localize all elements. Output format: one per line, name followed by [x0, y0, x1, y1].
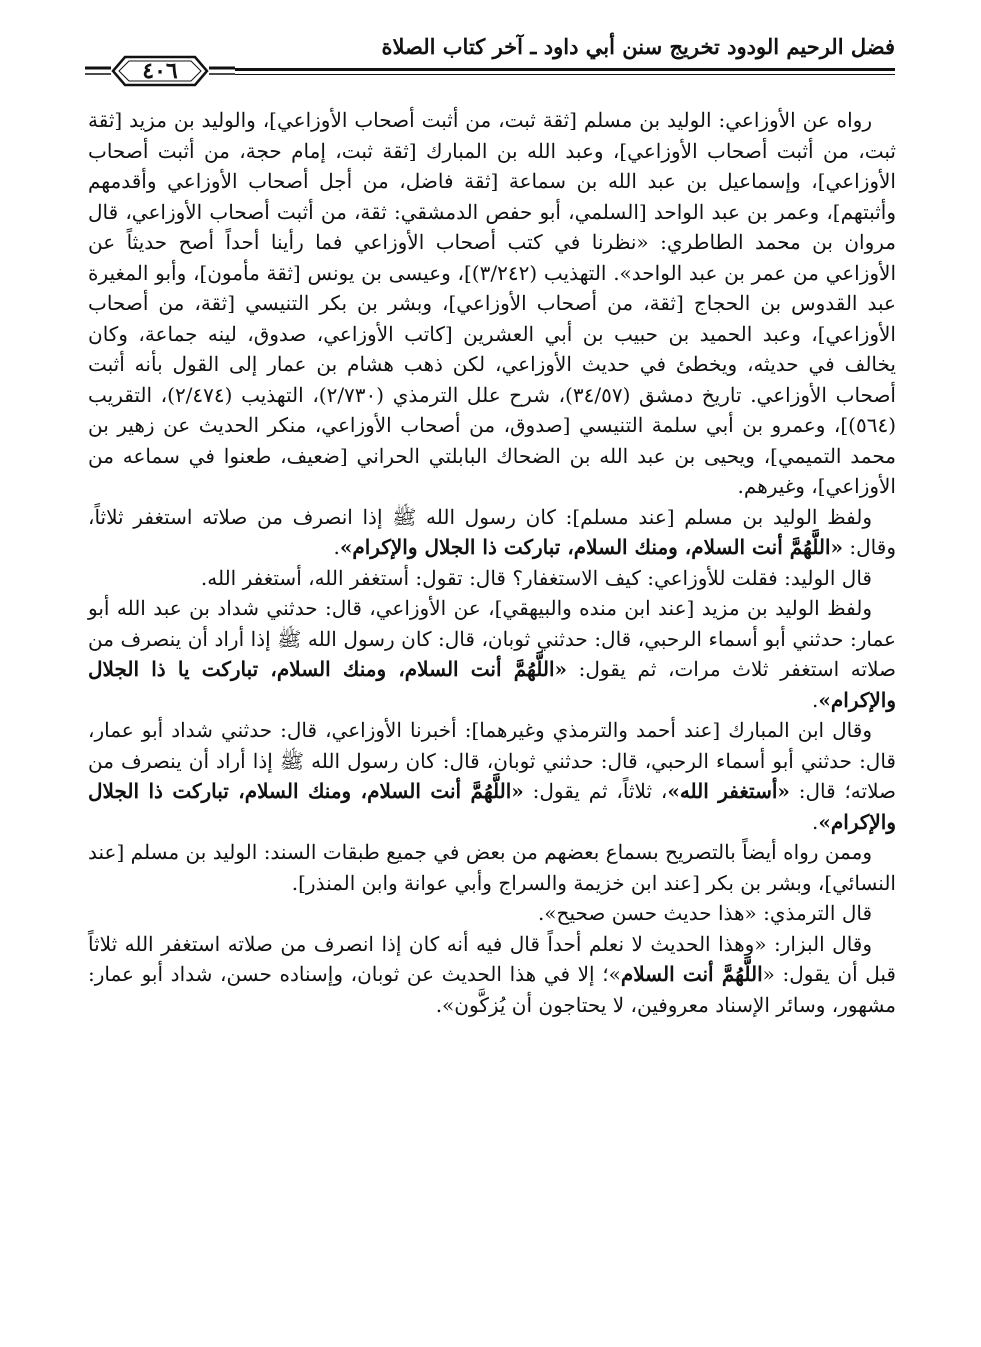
paragraph-text: قال الوليد: فقلت للأوزاعي: كيف الاستغفار؟ قال: تقول: أستغفر الله، أستغفر الله. — [200, 565, 872, 590]
paragraph-text: وقال ابن المبارك [عند أحمد والترمذي وغيرهما]: أخبرنا الأوزاعي، قال: حدثني شداد أبو عمار، قال: حدثني أبو أسماء الرحبي، قال: حدثني ثوبان، قال: كان رسول الله ﷺ إذا أراد أن ينصرف من صلاته؛ قال: — [88, 718, 897, 803]
paragraph — [88, 715, 896, 837]
paragraph-text: قال الترمذي: «هذا حديث حسن صحيح». — [537, 901, 872, 925]
paragraph-text: . — [812, 687, 819, 712]
header-rule-thin — [235, 74, 895, 75]
paragraph-text: ولفظ الوليد بن مزيد [عند ابن منده والبيهقي]، عن الأوزاعي، قال: حدثني شداد بن عبد الله أبو عمار: حدثني أبو أسماء الرحبي، قال: حدثني ثوبان، قال: كان رسول الله ﷺ إذا أراد أن ينصرف من صلاته استغفر ثلاث مرات، ثم يقول: — [88, 596, 897, 681]
quoted-hadith-text: «اللَّهُمَّ أنت السلام، ومنك السلام، تباركت ذا الجلال والإكرام» — [88, 779, 896, 834]
paragraph-text: ولفظ الوليد بن مسلم [عند مسلم]: كان رسول الله ﷺ إذا انصرف من صلاته استغفر ثلاثاً، وقال: — [88, 504, 896, 559]
quoted-hadith-text: اللَّهُمَّ أنت السلام — [620, 962, 763, 986]
quoted-hadith-text: «اللَّهُمَّ أنت السلام، ومنك السلام، تباركت ذا الجلال والإكرام» — [339, 535, 844, 559]
running-title: فضل الرحيم الودود تخريج سنن أبي داود ـ آخر كتاب الصلاة — [381, 34, 895, 59]
paragraph — [88, 929, 896, 1021]
paragraph-text: »؛ إلا في هذا الحديث عن ثوبان، وإسناده حسن، شداد أبو عمار: مشهور، وسائر الإسناد معروفين، لا يحتاجون أن يُزكَّون». — [88, 962, 896, 1017]
paragraph — [88, 837, 896, 898]
quoted-hadith-text: «اللَّهُمَّ أنت السلام، ومنك السلام، تباركت يا ذا الجلال والإكرام» — [88, 657, 896, 712]
paragraph-text: . — [812, 809, 819, 834]
document-body — [88, 105, 896, 1020]
paragraph — [88, 563, 896, 594]
page-header — [85, 30, 895, 90]
paragraph-text: وقال البزار: «وهذا الحديث لا نعلم أحداً قال فيه أنه كان إذا انصرف من صلاته استغفر الله ثلاثاً قبل أن يقول: « — [88, 931, 896, 986]
quoted-hadith-text: «أستغفر الله» — [667, 779, 790, 803]
paragraph — [88, 502, 896, 563]
paragraph — [88, 593, 896, 715]
paragraph-text: . — [333, 535, 340, 559]
paragraph-text: رواه عن الأوزاعي: الوليد بن مسلم [ثقة ثبت، من أثبت أصحاب الأوزاعي]، والوليد بن مزيد [ثقة ثبت، من أثبت أصحاب الأوزاعي]، وعبد الله بن المبارك [ثقة ثبت، إمام حجة، من أثبت أصحاب الأوزاعي]، وإسماعيل بن عبد الله بن سماعة [ثقة فاضل، من أجل أصحاب الأوزاعي وأقدمهم وأثبتهم]، وعمر بن عبد الواحد [السلمي، أبو حفص الدمشقي: ثقة، من أثبت أصحاب الأوزاعي، قال مروان بن محمد الطاطري: «نظرنا في كتب أصحاب الأوزاعي فما رأينا أحداً أصح حديثاً عن الأوزاعي من عمر بن عبد الواحد». التهذيب (٣/٢٤٢)]، وعيسى بن يونس [ثقة مأمون]، وأبو المغيرة عبد القدوس بن الحجاج [ثقة، من أصحاب الأوزاعي]، وبشر بن بكر التنيسي [ثقة، من أصحاب الأوزاعي]، وعبد الحميد بن حبيب بن أبي العشرين [كاتب الأوزاعي، صدوق، لينه جماعة، وكان يخالف في حديثه، ويخطئ في حديث الأوزاعي، لكن ذهب هشام بن عمار إلى القول بأنه أثبت أصحاب الأوزاعي. تاريخ دمشق (٣٤/٥٧)، شرح علل الترمذي (٢/٧٣٠)، التهذيب (٢/٤٧٤)، التقريب (٥٦٤)]، وعمرو بن أبي سلمة التنيسي [صدوق، من أصحاب الأوزاعي، منكر الحديث عن زهير بن محمد التميمي]، ويحيى بن عبد الله بن الضحاك البابلتي الحراني [ضعيف، طعنوا في سماعه من الأوزاعي]، وغيرهم. — [88, 108, 897, 498]
paragraph — [88, 105, 896, 502]
header-rule — [235, 68, 895, 71]
paragraph-text: ، ثلاثاً، ثم يقول: — [523, 779, 668, 803]
page-number-ornament — [85, 54, 235, 88]
page-number: ٤٠٦ — [142, 58, 178, 84]
paragraph-text: وممن رواه أيضاً بالتصريح بسماع بعضهم من بعض في جميع طبقات السند: الوليد بن مسلم [عند النسائي]، وبشر بن بكر [عند ابن خزيمة والسراج وأبي عوانة وابن المنذر]. — [88, 840, 896, 895]
paragraph — [88, 898, 896, 929]
